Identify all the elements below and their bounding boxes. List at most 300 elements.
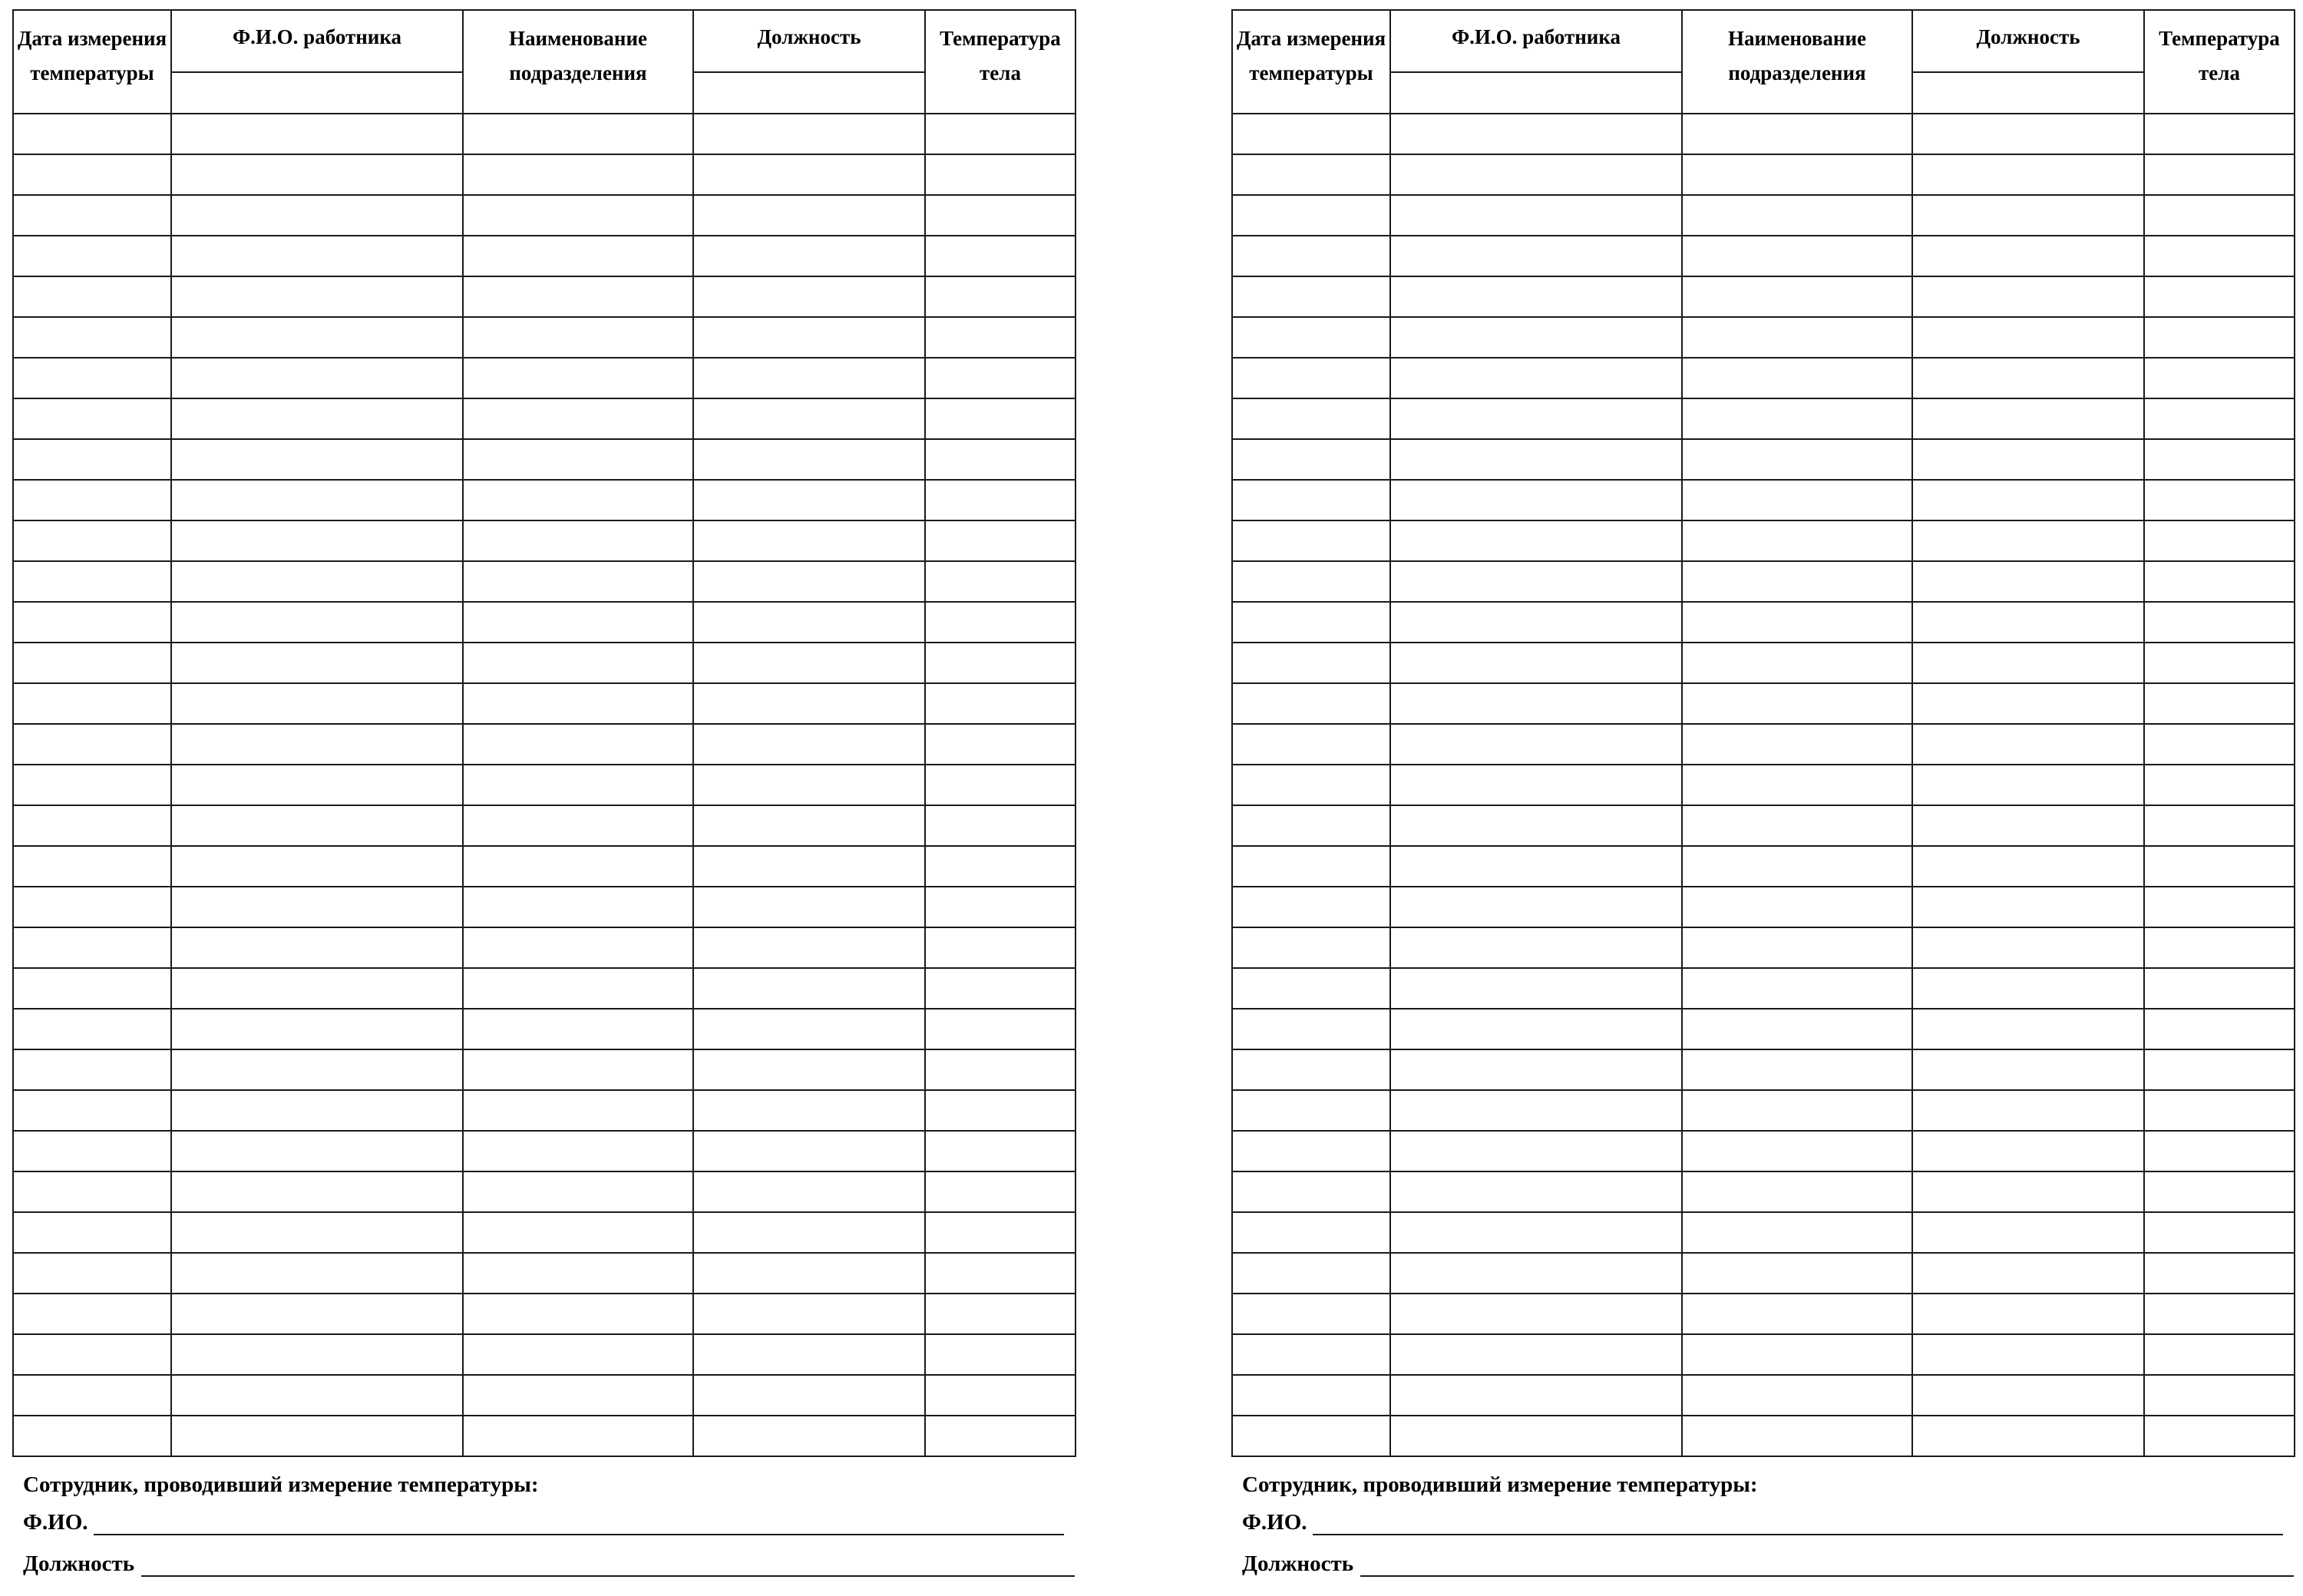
cell-temperature: [2144, 927, 2295, 968]
cell-employee-name: [1390, 643, 1682, 683]
cell-division: [463, 398, 693, 439]
cell-employee-name: [171, 1294, 463, 1334]
table-row: [13, 887, 1076, 927]
cell-employee-name: [171, 602, 463, 643]
table-row: [13, 358, 1076, 398]
table-row: [13, 805, 1076, 846]
cell-division: [463, 643, 693, 683]
table-row: [13, 520, 1076, 561]
cell-temperature: [2144, 643, 2295, 683]
cell-division: [1682, 1090, 1912, 1131]
cell-employee-name: [171, 358, 463, 398]
cell-position: [1912, 1171, 2144, 1212]
cell-employee-name: [1390, 561, 1682, 602]
cell-employee-name: [1390, 846, 1682, 887]
table-row: [1232, 520, 2295, 561]
cell-date: [1232, 846, 1390, 887]
cell-position: [693, 195, 925, 236]
cell-temperature: [925, 480, 1076, 520]
cell-position: [693, 1334, 925, 1375]
cell-employee-name: [171, 236, 463, 276]
header-position: Должность: [693, 10, 925, 72]
header-body-temperature: Температура тела: [2144, 10, 2295, 114]
signature-fio-blank: [1313, 1534, 2283, 1535]
table-row: [1232, 805, 2295, 846]
cell-division: [463, 358, 693, 398]
cell-date: [13, 805, 171, 846]
cell-position: [693, 358, 925, 398]
cell-date: [1232, 1131, 1390, 1171]
table-row: [1232, 643, 2295, 683]
cell-temperature: [2144, 1416, 2295, 1456]
cell-division: [463, 520, 693, 561]
cell-date: [13, 358, 171, 398]
cell-date: [13, 1375, 171, 1416]
cell-position: [693, 643, 925, 683]
cell-division: [1682, 236, 1912, 276]
table-row: [1232, 1294, 2295, 1334]
table-row: [1232, 398, 2295, 439]
cell-division: [1682, 276, 1912, 317]
cell-division: [1682, 1334, 1912, 1375]
cell-employee-name: [1390, 520, 1682, 561]
cell-temperature: [925, 1375, 1076, 1416]
cell-temperature: [2144, 398, 2295, 439]
cell-position: [1912, 114, 2144, 154]
cell-position: [1912, 154, 2144, 195]
cell-position: [1912, 887, 2144, 927]
cell-temperature: [2144, 1334, 2295, 1375]
cell-temperature: [2144, 683, 2295, 724]
table-row: [13, 276, 1076, 317]
cell-position: [693, 236, 925, 276]
cell-employee-name: [1390, 968, 1682, 1009]
cell-employee-name: [1390, 358, 1682, 398]
cell-date: [1232, 195, 1390, 236]
signature-position-blank: [1360, 1575, 2294, 1577]
table-row: [1232, 1375, 2295, 1416]
cell-temperature: [925, 1334, 1076, 1375]
cell-employee-name: [1390, 154, 1682, 195]
table-row: [13, 195, 1076, 236]
cell-position: [693, 1049, 925, 1090]
cell-position: [1912, 195, 2144, 236]
cell-date: [13, 1171, 171, 1212]
cell-temperature: [2144, 1131, 2295, 1171]
cell-temperature: [925, 561, 1076, 602]
cell-date: [13, 602, 171, 643]
cell-division: [463, 683, 693, 724]
cell-date: [1232, 602, 1390, 643]
cell-division: [1682, 520, 1912, 561]
table-row: [13, 602, 1076, 643]
cell-division: [463, 1212, 693, 1253]
table-row: [1232, 1090, 2295, 1131]
cell-division: [1682, 154, 1912, 195]
cell-division: [463, 276, 693, 317]
cell-date: [1232, 1375, 1390, 1416]
cell-temperature: [925, 358, 1076, 398]
table-row: [1232, 480, 2295, 520]
table-row: [1232, 276, 2295, 317]
cell-employee-name: [1390, 724, 1682, 765]
cell-division: [463, 927, 693, 968]
cell-position: [1912, 520, 2144, 561]
cell-division: [463, 1253, 693, 1294]
table-row: [1232, 683, 2295, 724]
cell-employee-name: [171, 887, 463, 927]
table-row: [13, 317, 1076, 358]
cell-employee-name: [171, 846, 463, 887]
cell-temperature: [925, 765, 1076, 805]
signature-title: Сотрудник, проводивший измерение температуры:: [23, 1472, 539, 1497]
cell-division: [1682, 846, 1912, 887]
cell-date: [1232, 927, 1390, 968]
cell-temperature: [925, 927, 1076, 968]
cell-temperature: [2144, 1212, 2295, 1253]
cell-temperature: [925, 724, 1076, 765]
cell-employee-name: [1390, 1049, 1682, 1090]
cell-date: [1232, 439, 1390, 480]
table-row: [1232, 602, 2295, 643]
cell-employee-name: [171, 724, 463, 765]
cell-division: [1682, 1049, 1912, 1090]
cell-temperature: [925, 1171, 1076, 1212]
table-row: [13, 439, 1076, 480]
cell-date: [1232, 1090, 1390, 1131]
table-row: [1232, 1171, 2295, 1212]
table-row: [13, 561, 1076, 602]
cell-position: [1912, 724, 2144, 765]
cell-division: [463, 887, 693, 927]
cell-date: [13, 480, 171, 520]
cell-temperature: [925, 1049, 1076, 1090]
cell-division: [463, 1049, 693, 1090]
cell-division: [463, 968, 693, 1009]
cell-employee-name: [171, 1049, 463, 1090]
cell-division: [463, 1334, 693, 1375]
signature-position-label: Должность: [23, 1551, 135, 1576]
cell-date: [1232, 724, 1390, 765]
header-measurement-date: Дата измерения температуры: [13, 10, 171, 114]
cell-employee-name: [1390, 114, 1682, 154]
cell-temperature: [925, 1090, 1076, 1131]
cell-employee-name: [1390, 1253, 1682, 1294]
cell-position: [693, 480, 925, 520]
log-rows: [1232, 114, 2295, 1456]
cell-employee-name: [1390, 398, 1682, 439]
table-row: [1232, 561, 2295, 602]
cell-date: [13, 276, 171, 317]
cell-employee-name: [171, 561, 463, 602]
table-row: [1232, 154, 2295, 195]
table-row: [13, 480, 1076, 520]
cell-employee-name: [171, 439, 463, 480]
table-row: [13, 724, 1076, 765]
cell-date: [1232, 317, 1390, 358]
table-row: [13, 1253, 1076, 1294]
cell-temperature: [2144, 805, 2295, 846]
cell-division: [463, 236, 693, 276]
cell-date: [13, 846, 171, 887]
cell-employee-name: [1390, 195, 1682, 236]
cell-employee-name: [1390, 765, 1682, 805]
cell-position: [693, 683, 925, 724]
cell-employee-name: [171, 276, 463, 317]
signature-title: Сотрудник, проводивший измерение температуры:: [1242, 1472, 1758, 1497]
cell-date: [13, 887, 171, 927]
cell-position: [1912, 358, 2144, 398]
cell-employee-name: [171, 805, 463, 846]
table-row: [13, 1294, 1076, 1334]
cell-employee-name: [171, 195, 463, 236]
cell-employee-name: [171, 765, 463, 805]
cell-date: [1232, 398, 1390, 439]
table-row: [1232, 358, 2295, 398]
cell-date: [1232, 114, 1390, 154]
cell-employee-name: [171, 1334, 463, 1375]
temperature-log-table: [1231, 9, 2295, 1457]
cell-date: [13, 643, 171, 683]
cell-date: [13, 154, 171, 195]
cell-division: [463, 561, 693, 602]
table-row: [1232, 1416, 2295, 1456]
cell-position: [1912, 561, 2144, 602]
cell-position: [1912, 927, 2144, 968]
cell-position: [1912, 643, 2144, 683]
cell-date: [1232, 358, 1390, 398]
cell-position: [693, 1090, 925, 1131]
cell-date: [1232, 765, 1390, 805]
cell-division: [1682, 1416, 1912, 1456]
cell-division: [1682, 927, 1912, 968]
cell-position: [1912, 805, 2144, 846]
cell-employee-name: [1390, 1131, 1682, 1171]
cell-position: [693, 1375, 925, 1416]
cell-position: [1912, 968, 2144, 1009]
cell-position: [1912, 1049, 2144, 1090]
cell-date: [13, 1090, 171, 1131]
cell-employee-name: [1390, 1294, 1682, 1334]
cell-position: [693, 1416, 925, 1456]
cell-date: [13, 439, 171, 480]
table-row: [1232, 114, 2295, 154]
cell-position: [1912, 480, 2144, 520]
cell-employee-name: [1390, 805, 1682, 846]
cell-division: [1682, 1294, 1912, 1334]
cell-date: [1232, 1416, 1390, 1456]
table-row: [1232, 927, 2295, 968]
cell-date: [13, 1049, 171, 1090]
cell-position: [1912, 1416, 2144, 1456]
table-row: [1232, 236, 2295, 276]
cell-division: [1682, 765, 1912, 805]
cell-position: [693, 968, 925, 1009]
cell-division: [1682, 602, 1912, 643]
table-row: [13, 927, 1076, 968]
cell-division: [1682, 561, 1912, 602]
table-row: [13, 846, 1076, 887]
cell-employee-name: [1390, 1009, 1682, 1049]
cell-temperature: [925, 602, 1076, 643]
cell-position: [693, 154, 925, 195]
cell-date: [1232, 1253, 1390, 1294]
cell-employee-name: [1390, 887, 1682, 927]
cell-position: [693, 724, 925, 765]
header-employee-name-subcell: [1390, 72, 1682, 114]
cell-temperature: [2144, 765, 2295, 805]
cell-division: [463, 439, 693, 480]
cell-date: [13, 561, 171, 602]
cell-position: [693, 1294, 925, 1334]
table-row: [1232, 846, 2295, 887]
cell-position: [693, 1131, 925, 1171]
cell-employee-name: [171, 154, 463, 195]
cell-division: [1682, 968, 1912, 1009]
cell-date: [13, 114, 171, 154]
cell-employee-name: [171, 1171, 463, 1212]
cell-date: [1232, 236, 1390, 276]
cell-division: [463, 114, 693, 154]
cell-date: [1232, 683, 1390, 724]
cell-date: [13, 683, 171, 724]
cell-temperature: [2144, 561, 2295, 602]
table-row: [1232, 765, 2295, 805]
signature-fio-line: [1231, 1502, 2294, 1543]
signature-fio-blank: [94, 1534, 1064, 1535]
cell-date: [13, 1009, 171, 1049]
cell-temperature: [925, 1009, 1076, 1049]
cell-date: [13, 1212, 171, 1253]
cell-division: [463, 765, 693, 805]
cell-division: [463, 1294, 693, 1334]
cell-temperature: [2144, 1294, 2295, 1334]
cell-division: [463, 1375, 693, 1416]
cell-temperature: [2144, 317, 2295, 358]
cell-position: [693, 1253, 925, 1294]
cell-date: [13, 1416, 171, 1456]
header-division-name: Наименование подразделения: [1682, 10, 1912, 114]
cell-date: [1232, 520, 1390, 561]
cell-temperature: [2144, 520, 2295, 561]
cell-temperature: [925, 236, 1076, 276]
cell-division: [463, 1416, 693, 1456]
cell-temperature: [925, 846, 1076, 887]
table-row: [13, 154, 1076, 195]
cell-temperature: [925, 439, 1076, 480]
table-row: [1232, 1049, 2295, 1090]
table-row: [13, 1009, 1076, 1049]
cell-employee-name: [171, 1253, 463, 1294]
cell-position: [693, 439, 925, 480]
cell-division: [1682, 1131, 1912, 1171]
cell-temperature: [925, 887, 1076, 927]
cell-temperature: [925, 683, 1076, 724]
cell-temperature: [2144, 968, 2295, 1009]
cell-position: [1912, 683, 2144, 724]
header-position-subcell: [693, 72, 925, 114]
cell-temperature: [2144, 724, 2295, 765]
cell-temperature: [2144, 1049, 2295, 1090]
cell-division: [463, 480, 693, 520]
cell-division: [1682, 1009, 1912, 1049]
table-row: [1232, 887, 2295, 927]
table-row: [13, 1171, 1076, 1212]
header-measurement-date: Дата измерения температуры: [1232, 10, 1390, 114]
cell-date: [13, 398, 171, 439]
cell-division: [463, 1131, 693, 1171]
cell-employee-name: [1390, 480, 1682, 520]
cell-date: [1232, 1009, 1390, 1049]
signature-position-label: Должность: [1242, 1551, 1354, 1576]
cell-employee-name: [171, 1375, 463, 1416]
cell-division: [463, 154, 693, 195]
header-position: Должность: [1912, 10, 2144, 72]
cell-position: [1912, 765, 2144, 805]
cell-employee-name: [171, 480, 463, 520]
cell-position: [1912, 1212, 2144, 1253]
table-row: [13, 1212, 1076, 1253]
cell-division: [1682, 195, 1912, 236]
cell-employee-name: [171, 683, 463, 724]
cell-division: [1682, 439, 1912, 480]
cell-employee-name: [1390, 1334, 1682, 1375]
cell-position: [1912, 1334, 2144, 1375]
cell-date: [1232, 887, 1390, 927]
cell-division: [463, 602, 693, 643]
cell-position: [1912, 1009, 2144, 1049]
header-division-name: Наименование подразделения: [463, 10, 693, 114]
cell-position: [1912, 1131, 2144, 1171]
cell-position: [693, 1009, 925, 1049]
cell-position: [1912, 317, 2144, 358]
cell-employee-name: [1390, 1375, 1682, 1416]
cell-temperature: [925, 195, 1076, 236]
signature-position-line: [12, 1543, 1075, 1584]
cell-position: [1912, 602, 2144, 643]
table-row: [1232, 1334, 2295, 1375]
table-row: [13, 1131, 1076, 1171]
cell-position: [693, 520, 925, 561]
table-row: [13, 765, 1076, 805]
cell-employee-name: [1390, 1416, 1682, 1456]
cell-temperature: [2144, 1171, 2295, 1212]
cell-date: [1232, 1212, 1390, 1253]
cell-employee-name: [171, 520, 463, 561]
cell-temperature: [925, 1416, 1076, 1456]
table-row: [13, 236, 1076, 276]
cell-employee-name: [1390, 927, 1682, 968]
cell-temperature: [2144, 1253, 2295, 1294]
table-row: [1232, 1253, 2295, 1294]
cell-temperature: [2144, 1090, 2295, 1131]
cell-position: [693, 276, 925, 317]
cell-division: [463, 1171, 693, 1212]
cell-division: [1682, 643, 1912, 683]
cell-division: [1682, 805, 1912, 846]
signature-fio-label: Ф.ИО.: [23, 1510, 88, 1535]
cell-division: [1682, 480, 1912, 520]
table-row: [13, 1090, 1076, 1131]
cell-division: [1682, 1171, 1912, 1212]
cell-division: [1682, 114, 1912, 154]
cell-division: [463, 724, 693, 765]
table-row: [1232, 1131, 2295, 1171]
cell-employee-name: [1390, 683, 1682, 724]
cell-employee-name: [1390, 1212, 1682, 1253]
cell-division: [463, 1009, 693, 1049]
cell-employee-name: [1390, 317, 1682, 358]
